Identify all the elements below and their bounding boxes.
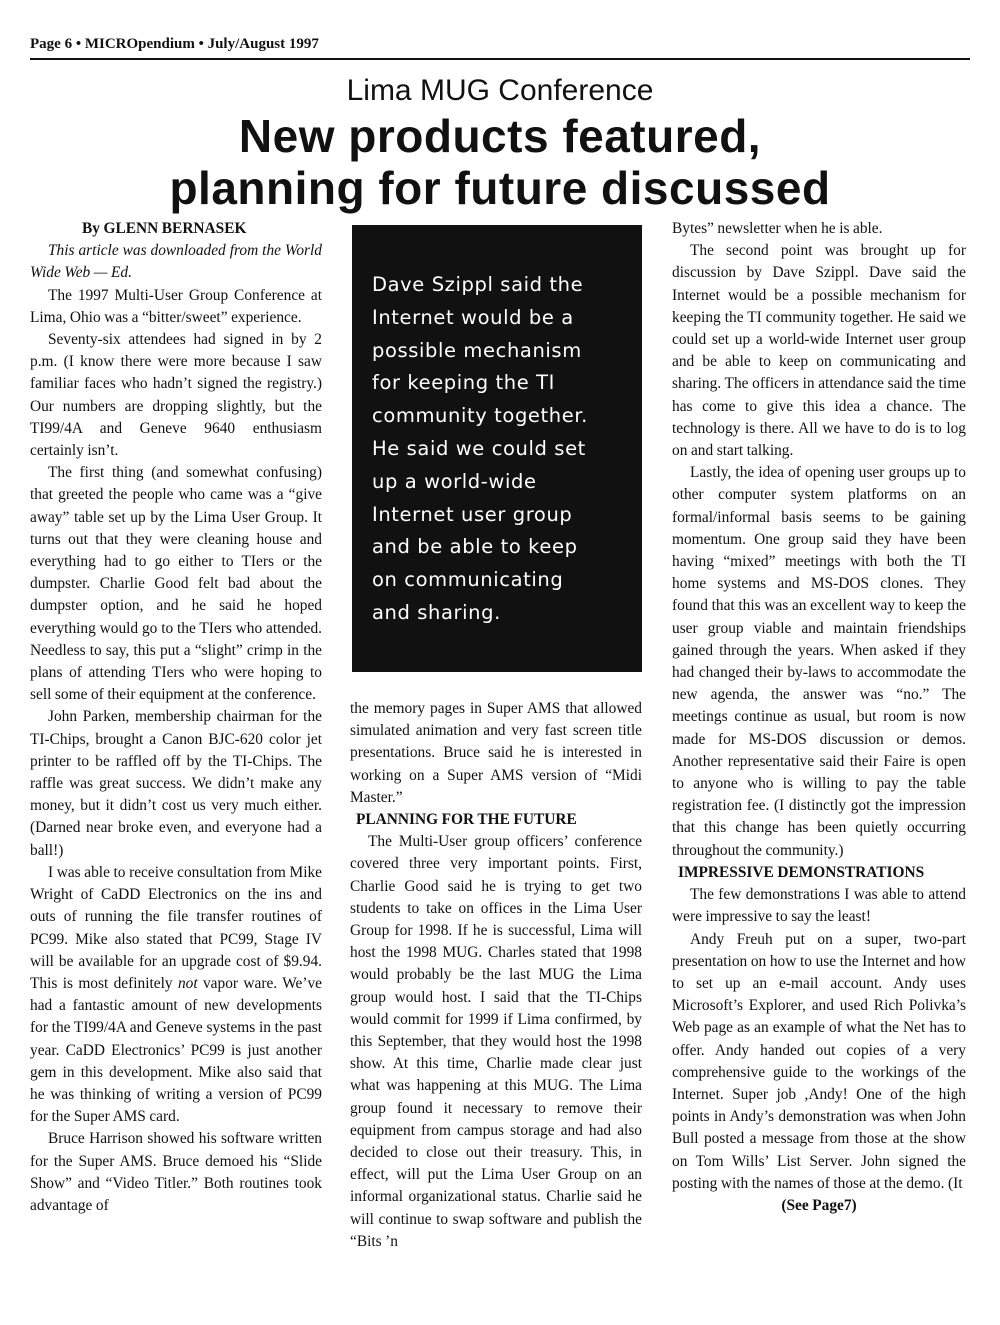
paragraph: The 1997 Multi-User Group Conference at Lima, Ohio was a “bitter/sweet” experience. bbox=[30, 286, 322, 326]
section-heading: IMPRESSIVE DEMONSTRATIONS bbox=[678, 863, 925, 881]
pull-quote-line: for keeping the TI bbox=[372, 371, 555, 395]
emphasis-text: not bbox=[177, 974, 198, 992]
paragraph: John Parken, membership chairman for the TI-Chips, brought a Canon BJC-620 color jet printer to be raffled off by the TI-Chips. The raffle was great success. We didn’t make any money, but it didn’t cost us very much either. (Darned near broke even, and everyone had a ball!) bbox=[30, 708, 322, 859]
paragraph bbox=[30, 862, 322, 1128]
byline: By GLENN BERNASEK bbox=[82, 220, 247, 237]
pull-quote-line: and sharing. bbox=[372, 600, 501, 624]
paragraph-text: vapor ware. We’ve had a fantastic amount of new developments for the TI99/4A and Geneve systems in the past year. CaDD Electronics’ PC99 is just another gem in this development. Mike also said that he was thinking of writing a version of PC99 for the Super AMS card. bbox=[30, 974, 322, 1126]
pull-quote-line: Internet would be a bbox=[372, 305, 574, 329]
pull-quote-line: community together. bbox=[372, 404, 588, 428]
byline-note: This article was downloaded from the World Wide Web — Ed. bbox=[30, 242, 322, 282]
paragraph: The few demonstrations I was able to attend were impressive to say the least! bbox=[672, 886, 966, 926]
article-kicker: Lima MUG Conference bbox=[346, 74, 654, 107]
headline-line-2: planning for future discussed bbox=[169, 162, 831, 214]
headline-line-1: New products featured, bbox=[238, 110, 762, 162]
paragraph: The first thing (and somewhat confusing) that greeted the people who came was a “give away” table set up by the Lima User Group. It turns out that they were cleaning house and everything had to go either to TIers or the dumpster. Charlie Good felt bad about the dumpster option, and he said he hoped everything would go to the TIers who attended. Needless to say, this put a “slight” crimp in the plans of attending TIers who were hoping to sell some of their equipment at the conference. bbox=[30, 464, 322, 704]
pull-quote bbox=[352, 225, 642, 672]
pull-quote-line: possible mechanism bbox=[372, 338, 582, 362]
running-head: Page 6 • MICROpendium • July/August 1997 bbox=[30, 36, 319, 52]
pull-quote-line: He said we could set bbox=[372, 436, 586, 460]
paragraph: Lastly, the idea of opening user groups up to other computer system platforms on an formal/informal basis seems to be gaining momentum. One group said they have been having “mixed” meetings with both the TI home systems and MS-DOS clones. They found that this was an excellent way to keep the user group viable and maintain friendships gained through the years. When asked if they had changed their by-laws to accommodate the new agenda, the answer was “no.” The meetings continue as usual, but room is now made for MS-DOS discussion or demos. Another representative said their Faire is open to anyone who is willing to pay the table registration fee. (I distinctly got the impression that this change has been quietly occurring throughout the community.) bbox=[672, 464, 966, 859]
pull-quote-line: Internet user group bbox=[372, 502, 573, 526]
column-right bbox=[672, 218, 966, 1217]
continuation-note: (See Page7) bbox=[781, 1196, 857, 1214]
paragraph: The Multi-User group officers’ conference covered three very important points. First, Charlie Good said he is trying to get two students to take on offices in the Lima User Group for 1998. If he is successful, Lima will host the 1998 MUG. Charles stated that 1998 would probably be the last MUG the Lima group would host. I said that the TI-Chips would commit for 1999 if Lima confirmed, by this September, that they would host the 1998 show. At this time, Charlie made clear just what was happening at this MUG. The Lima group found it necessary to remove their equipment from campus storage and had also decided to close out their treasury. This, in effect, will put the Lima User Group on an informal organizational status. Charlie said he will continue to swap software and publish the “Bits ’n bbox=[350, 833, 642, 1250]
section-heading: PLANNING FOR THE FUTURE bbox=[356, 811, 577, 829]
paragraph: Seventy-six attendees had signed in by 2 p.m. (I know there were more because I saw familiar faces who hadn’t signed the registry.) Our numbers are dropping slightly, but the TI99/4A and Geneve 9640 enthusiasm certainly isn’t. bbox=[30, 331, 322, 460]
pull-quote-line: on communicating bbox=[372, 568, 564, 592]
header-rule bbox=[30, 58, 970, 60]
paragraph: Andy Freuh put on a super, two-part presentation on how to use the Internet and how to set up an e-mail account. Andy uses Microsoft’s Explorer, and used Rich Polivka’s Web page as an example of what the Net has to offer. Andy handed out copies of a very comprehensive guide to the workings of the Internet. Super job ,Andy! One of the high points in Andy’s demonstration was when John Bull posted a message from those at the show on Tom Wills’ List Server. John signed the posting with the names of those at the demo. (It bbox=[672, 930, 966, 1192]
paragraph: The second point was brought up for discussion by Dave Szippl. Dave said the Internet would be a possible mechanism for keeping the TI community together. He said we could set up a world-wide Internet user group and be able to keep on communicating and sharing. The officers in attendance said the time has come to give this idea a chance. The technology is there. All we have to do is to log on and start talking. bbox=[672, 242, 966, 460]
article-headline bbox=[0, 110, 1000, 214]
paragraph: Bytes” newsletter when he is able. bbox=[672, 220, 883, 237]
pull-quote-line: and be able to keep bbox=[372, 535, 578, 559]
pull-quote-line: up a world-wide bbox=[372, 469, 537, 493]
paragraph: Bruce Harrison showed his software written for the Super AMS. Bruce demoed his “Slide Show” and “Video Titler.” Both routines took advantage of bbox=[30, 1130, 322, 1214]
column-left bbox=[30, 218, 322, 1217]
paragraph-text: I was able to receive consultation from Mike Wright of CaDD Electronics on the ins and outs of running the file transfer routines of PC99. Mike also stated that PC99, Stage IV will be available for an upgrade cost of $9.94. This is most definitely bbox=[30, 863, 322, 992]
pull-quote-line: Dave Szippl said the bbox=[372, 273, 584, 296]
column-middle bbox=[350, 698, 642, 1253]
paragraph: the memory pages in Super AMS that allowed simulated animation and very fast screen title presentations. Bruce said he is interested in working on a Super AMS version of “Midi Master.” bbox=[350, 700, 642, 806]
